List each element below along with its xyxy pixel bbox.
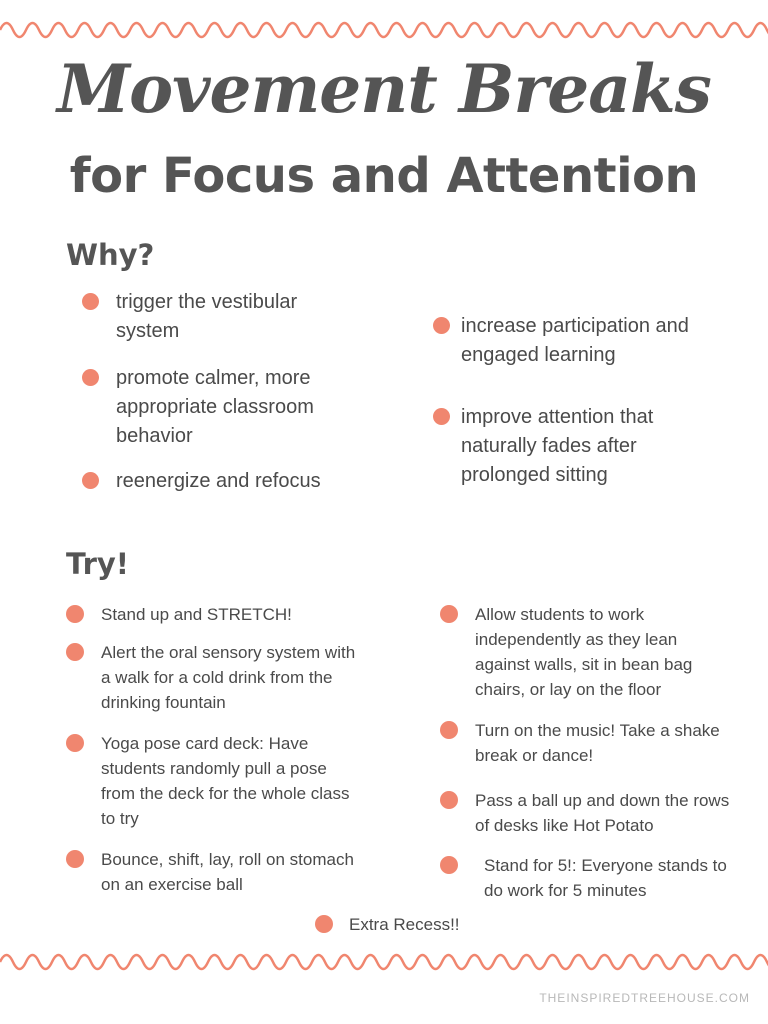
bottom-wave-border: [0, 950, 768, 974]
why-item: [433, 312, 703, 370]
try-item: [440, 788, 740, 838]
try-item-text: Yoga pose card deck: Have students randomly pull a pose from the deck for the whole class to try: [101, 734, 350, 828]
try-item: [440, 602, 720, 702]
try-item: [66, 847, 366, 897]
why-heading: Why?: [66, 238, 155, 272]
try-item: [66, 602, 366, 627]
bullet-dot-icon: [66, 605, 84, 623]
try-item: [440, 718, 720, 768]
why-item-text: improve attention that naturally fades after prolonged sitting: [461, 406, 654, 486]
why-item-text: reenergize and refocus: [116, 470, 321, 492]
bullet-dot-icon: [433, 317, 450, 334]
try-item: [66, 731, 356, 831]
why-item-text: promote calmer, more appropriate classroom behavior: [116, 367, 314, 447]
page-subtitle: for Focus and Attention: [69, 148, 699, 204]
why-item: [82, 467, 382, 496]
footer-site-credit: THEINSPIREDTREEHOUSE.COM: [539, 991, 750, 1005]
bullet-dot-icon: [82, 293, 99, 310]
bullet-dot-icon: [66, 643, 84, 661]
try-item: [66, 640, 366, 715]
try-heading: Try!: [66, 547, 130, 581]
bullet-dot-icon: [440, 856, 458, 874]
bullet-dot-icon: [440, 605, 458, 623]
bullet-dot-icon: [82, 472, 99, 489]
why-item: [433, 403, 703, 490]
bullet-dot-icon: [66, 850, 84, 868]
why-item: [82, 288, 332, 346]
try-item-text: Stand up and STRETCH!: [101, 605, 292, 624]
bullet-dot-icon: [82, 369, 99, 386]
bullet-dot-icon: [315, 915, 333, 933]
bullet-dot-icon: [66, 734, 84, 752]
try-item-text: Alert the oral sensory system with a walk for a cold drink from the drinking fountain: [101, 643, 356, 712]
top-wave-border: [0, 18, 768, 42]
why-item-text: trigger the vestibular system: [116, 291, 298, 342]
page-title: Movement Breaks: [57, 50, 711, 128]
try-item: [440, 853, 740, 903]
try-item-text: Extra Recess!!: [349, 915, 460, 934]
bullet-dot-icon: [440, 791, 458, 809]
why-item-text: increase participation and engaged learning: [461, 315, 689, 366]
why-item: [82, 364, 362, 451]
try-item-text: Bounce, shift, lay, roll on stomach on an exercise ball: [101, 850, 354, 894]
try-item-text: Stand for 5!: Everyone stands to do work for 5 minutes: [484, 856, 727, 900]
try-item-text: Allow students to work independently as they lean against walls, sit in bean bag chairs, or lay on the floor: [475, 605, 693, 699]
try-item-text: Pass a ball up and down the rows of desks like Hot Potato: [475, 791, 730, 835]
bullet-dot-icon: [433, 408, 450, 425]
bullet-dot-icon: [440, 721, 458, 739]
try-item: [315, 912, 515, 937]
try-item-text: Turn on the music! Take a shake break or dance!: [475, 721, 720, 765]
